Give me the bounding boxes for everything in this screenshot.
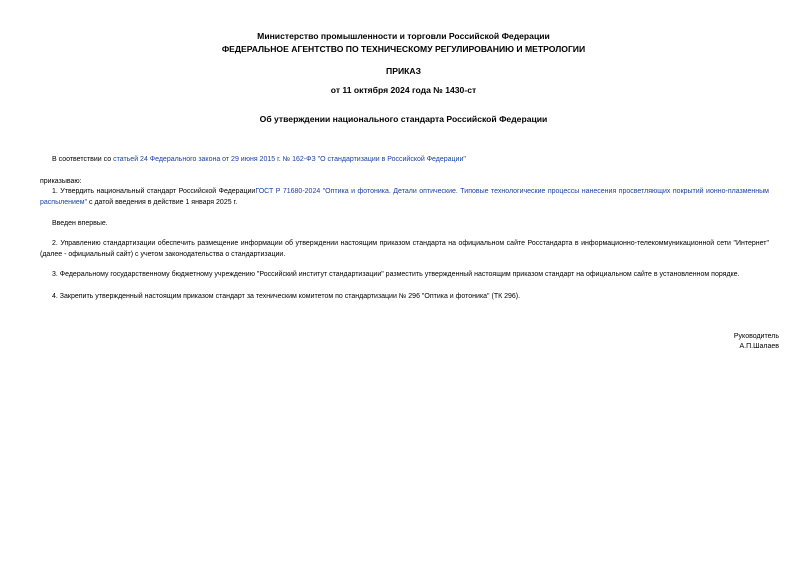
paragraph-1-suffix: с датой введения в действие 1 января 2025 г. xyxy=(87,199,238,206)
paragraph-1 xyxy=(40,186,769,208)
introduced-note: Введен впервые. xyxy=(52,220,108,227)
paragraph-1-prefix: 1. Утвердить национальный стандарт Российской Федерации xyxy=(52,188,256,195)
intro-prefix: В соответствии со xyxy=(52,156,114,163)
order-word: приказываю: xyxy=(40,178,82,185)
document-subject: Об утверждении национального стандарта Российской Федерации xyxy=(259,114,548,124)
ministry-heading: Министерство промышленности и торговли Российской Федерации xyxy=(257,31,550,41)
federal-law-link[interactable]: статьей 24 Федерального закона от 29 июня 2015 г. № 162-ФЗ "О стандартизации в Российской Федерации" xyxy=(113,156,466,163)
agency-heading: ФЕДЕРАЛЬНОЕ АГЕНТСТВО ПО ТЕХНИЧЕСКОМУ РЕГУЛИРОВАНИЮ И МЕТРОЛОГИИ xyxy=(221,44,586,54)
signatory-name: А.П.Шалаев xyxy=(739,343,779,350)
gost-standard-link[interactable]: ГОСТ Р 71680-2024 "Оптика и фотоника. Детали оптические. Типовые технологические процессы нанесения просветляющих покрытий ионно-плазменным распылением" xyxy=(40,188,769,206)
document-type: ПРИКАЗ xyxy=(386,66,421,76)
paragraph-4: 4. Закрепить утвержденный настоящим приказом стандарт за техническим комитетом по стандартизации № 296 "Оптика и фотоника" (ТК 296). xyxy=(52,293,521,300)
document-date-number: от 11 октября 2024 года № 1430-ст xyxy=(330,85,477,95)
signatory-role: Руководитель xyxy=(733,333,779,340)
paragraph-3: 3. Федеральному государственному бюджетному учреждению "Российский институт стандартизации" разместить утвержденный настоящим приказом стандарт на официальном сайте в установленном порядке. xyxy=(52,271,740,278)
paragraph-2: 2. Управлению стандартизации обеспечить размещение информации об утверждении настоящим приказом стандарта на официальном сайте Росстандарта в информационно-телекоммуникационной сети "Интернет" (далее - официальный сайт) с учетом законодательства о стандартизации. xyxy=(40,240,769,258)
intro-paragraph xyxy=(52,154,782,165)
